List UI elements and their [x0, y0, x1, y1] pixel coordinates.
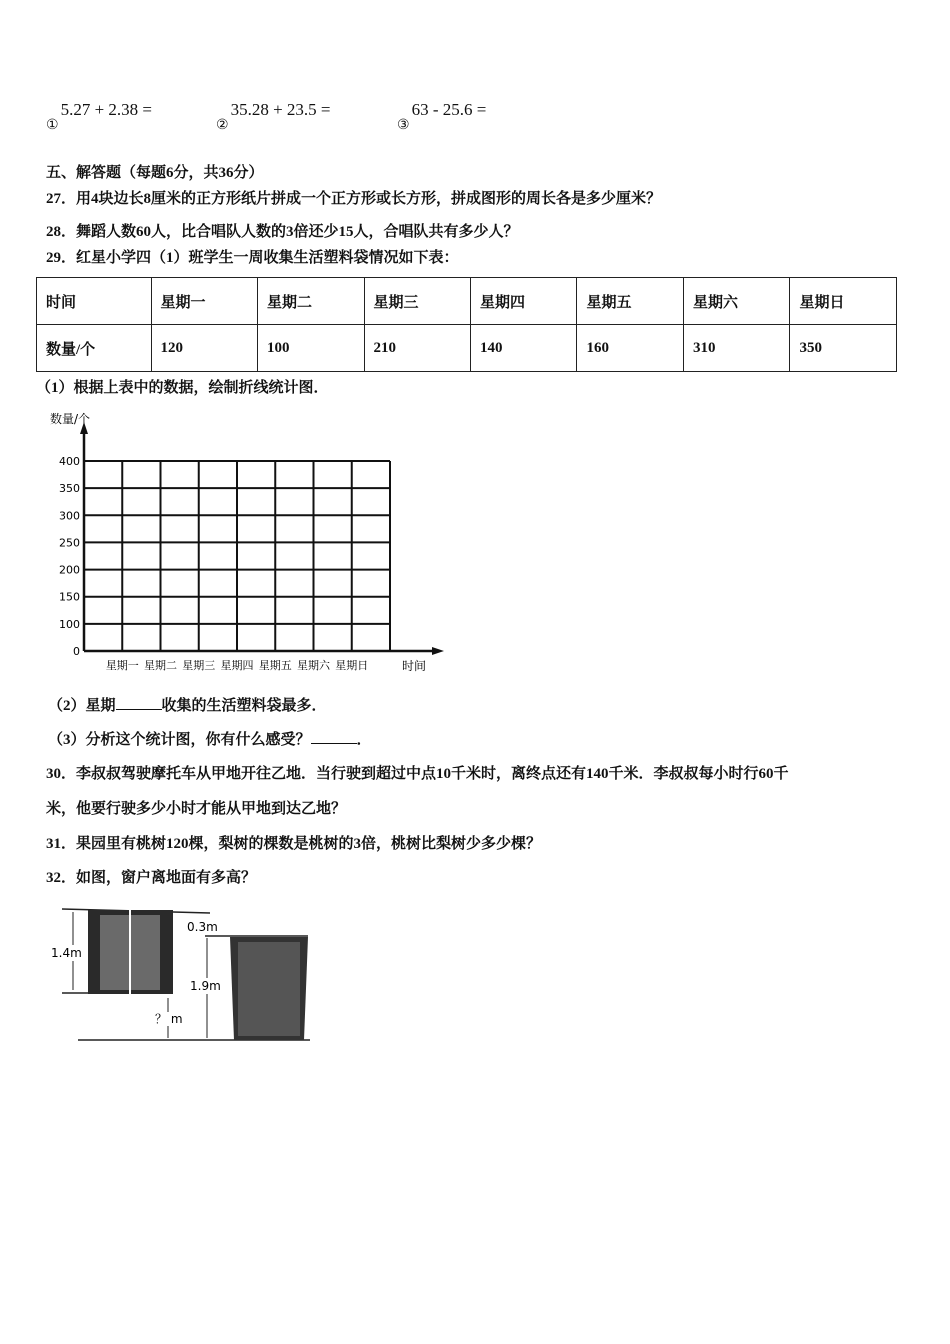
chart-grid [59, 422, 444, 672]
answer-blank[interactable] [311, 731, 357, 744]
x-tick-label: 星期日 [335, 659, 369, 672]
table-cell: 100 [258, 325, 364, 372]
table-cell: 星期三 [364, 278, 470, 325]
answer-blank[interactable] [116, 697, 162, 710]
y-axis-label: 数量/个 [50, 412, 91, 426]
door-height-label: 1.9m [190, 979, 221, 993]
table-cell: 210 [364, 325, 470, 372]
calc-3: $_③$63 - 25.6 = [397, 100, 487, 133]
question-30-cont: 米，他要行驶多少小时才能从甲地到达乙地？ [46, 801, 347, 817]
table-cell: 星期二 [258, 278, 364, 325]
question-28: 28．舞蹈人数60人，比合唱队人数的3倍还少15人，合唱队共有多少人？ [46, 224, 519, 240]
question-29-2: （2）星期 收集的生活塑料袋最多． [48, 698, 327, 714]
x-axis-label: 时间 [402, 659, 427, 673]
table-cell: 350 [790, 325, 897, 372]
section-title: 五、解答题（每题6分，共36分） [46, 165, 264, 181]
y-tick-label: 0 [73, 645, 80, 658]
table-row [37, 325, 897, 372]
question-29-1: （1）根据上表中的数据，绘制折线统计图． [36, 380, 329, 396]
question-30: 30．李叔叔驾驶摩托车从甲地开往乙地．当行驶到超过中点10千米时，离终点还有140千米．李叔叔每小时行60千 [46, 766, 789, 782]
question-29: 29．红星小学四（1）班学生一周收集生活塑料袋情况如下表： [46, 250, 459, 266]
window-height-label: 1.4m [51, 946, 82, 960]
table-cell: 时间 [37, 278, 152, 325]
x-tick-label: 星期五 [258, 659, 292, 672]
x-tick-label: 星期六 [297, 659, 330, 672]
table-cell: 160 [577, 325, 683, 372]
table-header-row [37, 278, 897, 325]
y-tick-label: 100 [59, 617, 80, 631]
question-31: 31．果园里有桃树120棵，梨树的棵数是桃树的3倍，桃树比梨树少多少棵？ [46, 836, 542, 852]
question-32: 32．如图，窗户离地面有多高？ [46, 870, 257, 886]
x-tick-label: 星期一 [105, 659, 139, 672]
y-tick-label: 150 [59, 590, 80, 604]
table-cell: 星期日 [790, 278, 897, 325]
gap-label: 0.3m [187, 920, 218, 934]
table-cell: 星期一 [151, 278, 257, 325]
y-tick-label: 300 [59, 509, 80, 523]
table-cell: 310 [683, 325, 789, 372]
calc-1: $_①$5.27 + 2.38 = [46, 100, 152, 133]
y-tick-label: 250 [59, 536, 80, 550]
x-axis-arrow [432, 647, 444, 655]
table-cell: 星期六 [683, 278, 789, 325]
question-27: 27．用4块边长8厘米的正方形纸片拼成一个正方形或长方形，拼成图形的周长各是多少厘米？ [46, 191, 662, 207]
calc-2: $_②$35.28 + 23.5 = [216, 100, 331, 133]
table-cell: 140 [470, 325, 576, 372]
question-29-3: （3）分析这个统计图，你有什么感受？ ． [48, 732, 372, 748]
unknown-height-label: ？ m [155, 1012, 183, 1026]
table-cell: 120 [151, 325, 257, 372]
y-tick-label: 400 [59, 455, 80, 468]
table-cell: 数量/个 [37, 325, 152, 372]
y-tick-label: 350 [59, 482, 80, 496]
y-tick-label: 200 [59, 563, 80, 577]
data-table [36, 277, 897, 372]
table-cell: 星期五 [577, 278, 683, 325]
window-door-figure [40, 900, 320, 1050]
x-tick-label: 星期三 [182, 659, 216, 672]
line-chart-grid [0, 400, 950, 700]
x-tick-label: 星期二 [144, 659, 177, 672]
table-cell: 星期四 [470, 278, 576, 325]
x-tick-label: 星期四 [220, 659, 254, 672]
